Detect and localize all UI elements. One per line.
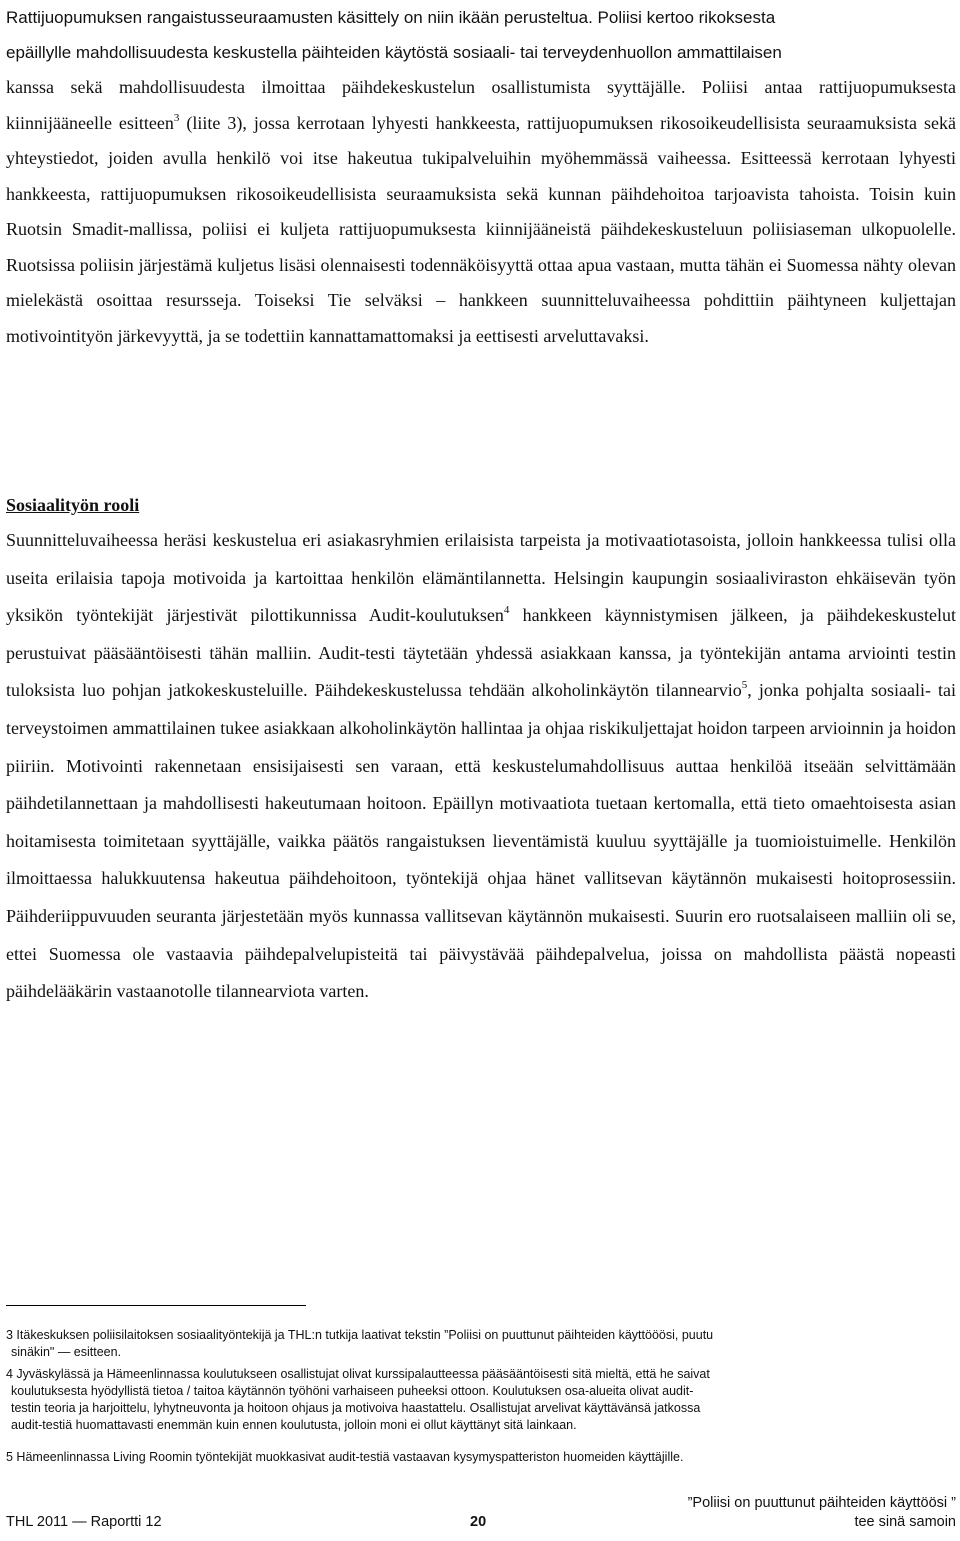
footnote-line: 3 Itäkeskuksen poliisilaitoksen sosiaalityöntekijä ja THL:n tutkija laativat tekstin ”Poliisi on puuttunut päihteiden käyttööösi, puutu xyxy=(6,1328,714,1342)
section-heading: Sosiaalityön rooli xyxy=(6,495,140,515)
paragraph-intro xyxy=(6,0,956,70)
text-run: kanssa sekä mahdollisuudesta ilmoittaa päihdekeskustelun osallistumista syyttäjälle. Poliisi antaa rattijuopumuksesta kiinnijääneelle esitteen xyxy=(6,77,956,133)
footnote-line: 5 Hämeenlinnassa Living Roomin työntekijät muokkasivat audit-testiä vastaavan kysymyspatteriston huomeiden käyttäjille. xyxy=(6,1450,684,1464)
footer-title-line: ”Poliisi on puuttunut päihteiden käyttöösi ” xyxy=(687,1495,956,1511)
text-line: epäillylle mahdollisuudesta keskustella päihteiden käytöstä sosiaali- tai terveydenhuollon ammattilaisen xyxy=(6,43,782,62)
footnote-line: koulutuksesta hyödyllistä tietoa / taitoa käytännön työhöni varhaiseen puheeksi ottoon. Koulutuksen osa-alueita olivat audit- xyxy=(11,1384,694,1398)
footnote-line: testin teoria ja harjoittelu, lyhytneuvonta ja hoitoon ohjaus ja motivoiva haastattelu. Osallistujat arvelivat käyttävänsä jatkossa xyxy=(11,1401,701,1415)
footnote-5 xyxy=(6,1449,946,1466)
page-number: 20 xyxy=(470,1514,487,1530)
footnote-ref-3[interactable]: 3 xyxy=(173,111,180,124)
text-run: (liite 3), jossa kerrotaan lyhyesti hankkeesta, rattijuopumuksen rikosoikeudellisista seuraamuksista sekä yhteystiedot, joiden avulla henkilö voi itse hakeutua tukipalveluihin myöhemmässä vaiheessa. Esitteessä kerrotaan lyhyesti hankkeesta, rattijuopumuksen rikosoikeudellisista seuraamuksista sekä kunnan päihdehoitoa tarjoavista tahoista. Toisin kuin Ruotsin Smadit-mallissa, poliisi ei kuljeta rattijuopumuksesta kiinnijääneistä päihdekeskusteluun poliisiaseman ulkopuolelle. Ruotsissa poliisin järjestämä kuljetus lisäsi olennaisesti todennäköisyyttä ottaa apua vastaan, mutta tähän ei Suomessa nähty olevan mielekästä osoittaa resursseja. Toiseksi Tie selväksi – hankkeen suunnitteluvaiheessa pohdittiin päihtyneen kuljettajan motivointityön järkevyyttä, ja se todettiin kannattamattomaksi ja eettisesti arveluttavaksi. xyxy=(6,112,956,346)
footnote-line: audit-testiä huomattavasti enemmän kuin ennen koulutusta, jolloin moni ei ollut käyttänyt sitä lainkaan. xyxy=(11,1418,577,1432)
paragraph-social-work xyxy=(6,522,956,1011)
footnote-divider xyxy=(6,1305,306,1306)
text-run: hankkeen käynnistymisen jälkeen, ja päihdekeskustelut perustuivat pääsääntöisesti tähän malliin. Audit-testi täytetään yhdessä asiakkaan kanssa, ja työntekijän antama arviointi testin tuloksista luo pohjan jatkokeskusteluille. Päihdekeskustelussa tehdään alkoholinkäytön tilannearvio xyxy=(6,605,957,701)
text-run: , jonka pohjalta sosiaali- tai terveystoimen ammattilainen tukee asiakkaan alkoholinkäytön hallintaa ja ohjaa riskikuljettajat hoidon tarpeen arvioinnin ja hoidon piiriin. Motivointi rakennetaan ensisijaisesti sen varaan, että keskustelumahdollisuus auttaa henkilöä itseään selvittämään päihdetilannettaan ja mahdollisesti hakeutumaan hoitoon. Epäillyn motivaatiota tuetaan kertomalla, että tieto omaehtoisesta asian hoitamisesta toimitetaan syyttäjälle, vaikka päätös rangaistuksen lieventämistä kuuluu syyttäjälle ja tuomioistuimelle. Henkilön ilmoittaessa halukkuutensa hakeutua päihdehoitoon, työntekijä ohjaa hänet vallitsevan käytännön mukaisesti hoitoprosessiin. Päihderiippuvuuden seuranta järjestetään myös kunnassa vallitsevan käytännön mukaisesti. Suurin ero ruotsalaiseen malliin oli se, ettei Suomessa ole vastaavia päihdepalvelupisteitä tai päivystävää päihdepalvelua, joissa on mahdollista päästä nopeasti päihdelääkärin vastaanotolle tilannearviota varten. xyxy=(6,680,956,1002)
footnote-3 xyxy=(6,1327,946,1361)
footer-title-line: tee sinä samoin xyxy=(854,1514,956,1530)
footnote-line: 4 Jyväskylässä ja Hämeenlinnassa koulutukseen osallistujat olivat kurssipalautteessa pääsääntöisesti sitä mieltä, että he saivat xyxy=(6,1367,710,1381)
text-line: Rattijuopumuksen rangaistusseuraamusten käsittely on niin ikään perusteltua. Poliisi kertoo rikoksesta xyxy=(6,8,776,27)
paragraph-police xyxy=(6,70,956,354)
footer-publication: THL 2011 — Raportti 12 xyxy=(6,1514,162,1530)
footnote-ref-4[interactable]: 4 xyxy=(503,604,510,617)
footnote-ref-5[interactable]: 5 xyxy=(741,679,748,692)
footnote-4 xyxy=(6,1366,946,1434)
footer-title xyxy=(628,1494,956,1532)
footnote-line: sinäkin" — esitteen. xyxy=(11,1345,122,1359)
text-run: Suunnitteluvaiheessa heräsi keskustelua eri asiakasryhmien erilaisista tarpeista ja motivaatiotasoista, jolloin hankkeessa tulisi olla useita erilaisia tapoja motivoida ja kartoittaa henkilön elämäntilannetta. Helsingin kaupungin sosiaaliviraston ehkäisevän työn yksikön työntekijät järjestivät pilottikunnissa Audit-koulutuksen xyxy=(6,530,956,626)
